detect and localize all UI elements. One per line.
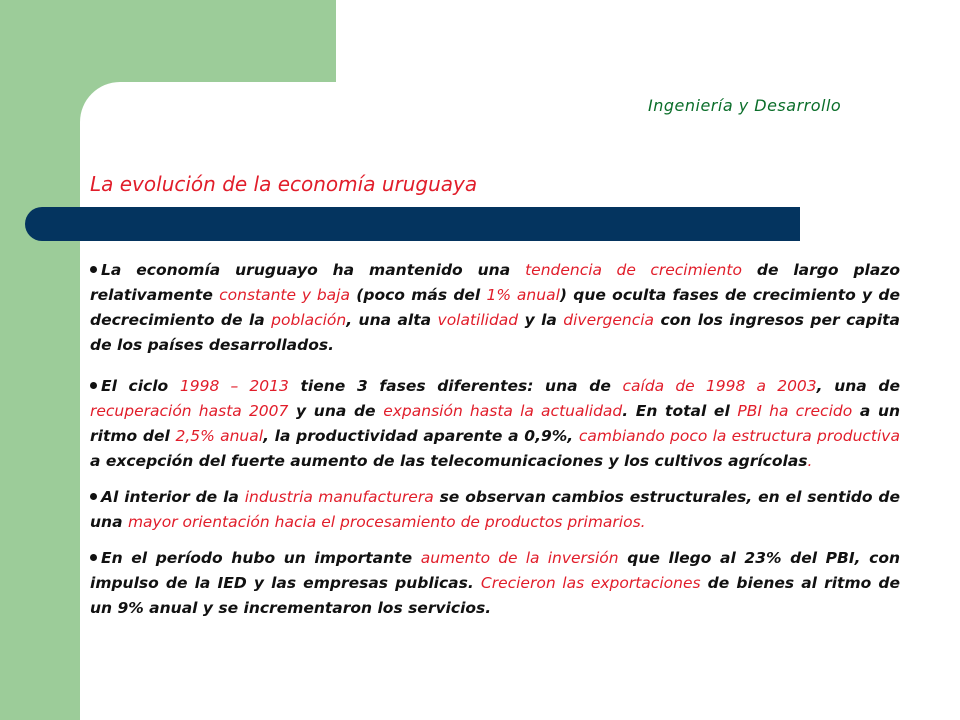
highlighted-text: constante y baja xyxy=(219,286,350,304)
paragraph-text-segment: a excepción del fuerte aumento de las telecomunicaciones y los cultivos agrícolas xyxy=(90,452,808,470)
paragraph-text-segment: . En total el xyxy=(622,402,738,420)
highlighted-text: 2,5% anual xyxy=(175,427,264,445)
highlighted-text: aumento de la inversión xyxy=(420,549,619,567)
highlighted-text: 1998 – 2013 xyxy=(179,377,289,395)
paragraph-text xyxy=(90,549,900,617)
highlighted-text: Crecieron las exportaciones xyxy=(480,574,701,592)
paragraph-text-segment: tiene 3 fases diferentes: una de xyxy=(288,377,623,395)
title-underline-bar xyxy=(25,207,800,241)
slide-content xyxy=(90,258,900,637)
highlighted-text: 1% anual xyxy=(486,286,560,304)
bullet-paragraph-2 xyxy=(90,374,900,474)
paragraph-text-segment: , una de xyxy=(816,377,900,395)
highlighted-text: mayor orientación hacia el procesamiento de productos primarios. xyxy=(127,513,646,531)
paragraph-text-segment: El ciclo xyxy=(101,377,180,395)
paragraph-text-segment: con los ingresos per capita de los países desarrollados. xyxy=(90,311,900,354)
highlighted-text: caída de 1998 a 2003 xyxy=(622,377,817,395)
highlighted-text: cambiando poco la estructura productiva xyxy=(578,427,900,445)
paragraph-text-segment: (poco más del xyxy=(349,286,487,304)
bullet-paragraph-4 xyxy=(90,546,900,621)
highlighted-text: . xyxy=(807,452,813,470)
highlighted-text: divergencia xyxy=(563,311,655,329)
paragraph-text xyxy=(90,488,900,531)
paragraph-text-segment: a un ritmo del xyxy=(90,402,901,445)
highlighted-text: PBI ha crecido xyxy=(737,402,853,420)
highlighted-text: volatilidad xyxy=(437,311,519,329)
bullet-icon xyxy=(90,382,97,389)
highlighted-text: población xyxy=(271,311,347,329)
brand-header: Ingeniería y Desarrollo xyxy=(648,96,842,115)
highlighted-text: industria manufacturera xyxy=(244,488,434,506)
paragraph-text-segment: La economía uruguayo ha mantenido una xyxy=(101,261,526,279)
bullet-paragraph-3 xyxy=(90,485,900,535)
bullet-paragraph-1 xyxy=(90,258,900,358)
bullet-icon xyxy=(90,554,97,561)
paragraph-text xyxy=(90,261,900,354)
highlighted-text: recuperación hasta 2007 xyxy=(90,402,289,420)
paragraph-text-segment: y una de xyxy=(288,402,384,420)
paragraph-text-segment: de bienes al ritmo de un 9% anual y se incrementaron los servicios. xyxy=(90,574,900,617)
highlighted-text: tendencia de crecimiento xyxy=(525,261,742,279)
bullet-icon xyxy=(90,493,97,500)
paragraph-text-segment: , una alta xyxy=(346,311,438,329)
left-decorative-band xyxy=(0,0,80,720)
highlighted-text: expansión hasta la actualidad xyxy=(383,402,623,420)
bullet-icon xyxy=(90,266,97,273)
decorative-corner xyxy=(80,82,120,122)
paragraph-text-segment: se observan cambios estructurales, en el sentido de una xyxy=(90,488,901,531)
paragraph-text-segment: y la xyxy=(518,311,564,329)
top-decorative-band xyxy=(80,0,336,82)
paragraph-text-segment: En el período hubo un importante xyxy=(101,549,421,567)
paragraph-text-segment: Al interior de la xyxy=(101,488,245,506)
paragraph-text-segment: que llego al 23% del PBI, con impulso de la IED y las empresas publicas. xyxy=(90,549,901,592)
paragraph-text-segment: ) que oculta fases de crecimiento y de decrecimiento de la xyxy=(90,286,901,329)
paragraph-text xyxy=(90,377,900,470)
slide-title: La evolución de la economía uruguaya xyxy=(90,172,478,196)
paragraph-text-segment: , la productividad aparente a 0,9%, xyxy=(263,427,579,445)
paragraph-text-segment: de largo plazo relativamente xyxy=(90,261,900,304)
